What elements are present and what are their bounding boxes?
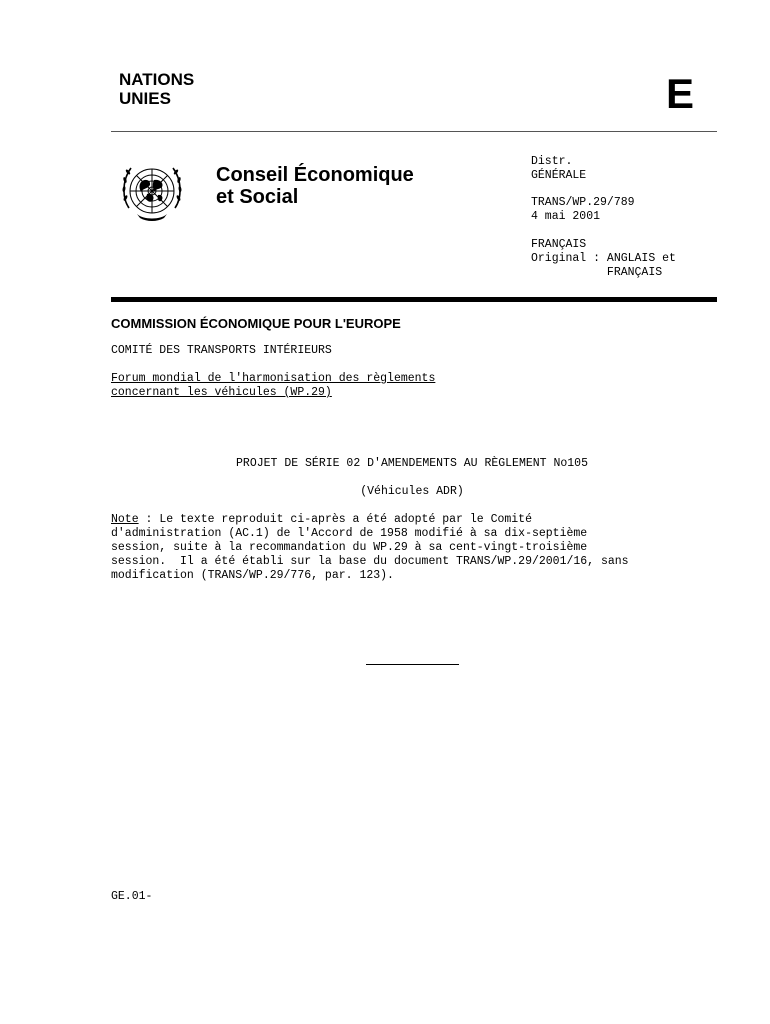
text-separator-line [366, 664, 459, 665]
council-name-line2: et Social [216, 186, 299, 208]
language-info: FRANÇAIS Original : ANGLAIS et FRANÇAIS [531, 238, 676, 279]
footer-code: GE.01- [111, 890, 153, 903]
note-label: Note [111, 513, 139, 526]
document-title: PROJET DE SÉRIE 02 D'AMENDEMENTS AU RÈGLEMENT No105 [236, 457, 588, 470]
organization-name-line2: UNIES [119, 89, 171, 108]
forum-name: Forum mondial de l'harmonisation des règlements concernant les véhicules (WP.29) [111, 372, 436, 399]
committee-name: COMITÉ DES TRANSPORTS INTÉRIEURS [111, 344, 332, 357]
organization-name-line1: NATIONS [119, 70, 195, 89]
commission-name: COMMISSION ÉCONOMIQUE POUR L'EUROPE [111, 316, 401, 331]
header-thick-divider [111, 297, 717, 302]
note-text: : Le texte reproduit ci-après a été adopté par le Comité d'administration (AC.1) de l'Accord de 1958 modifié à sa dix-septième session, suite à la recommandation du WP.29 à sa cent-vingt-troisième session. Il a été établi sur la base du document TRANS/WP.29/2001/16, sans modification (TRANS/WP.29/776, par. 123). [111, 513, 629, 582]
council-name [216, 164, 414, 208]
organization-name [119, 70, 194, 108]
language-letter: E [666, 70, 695, 117]
note-paragraph [111, 513, 629, 583]
header-divider [111, 131, 717, 132]
distribution-info: Distr. GÉNÉRALE [531, 155, 587, 182]
document-symbol-date: TRANS/WP.29/789 4 mai 2001 [531, 196, 635, 223]
council-name-line1: Conseil Économique [216, 164, 414, 186]
document-subtitle: (Véhicules ADR) [360, 485, 464, 498]
un-emblem-icon [117, 158, 187, 228]
